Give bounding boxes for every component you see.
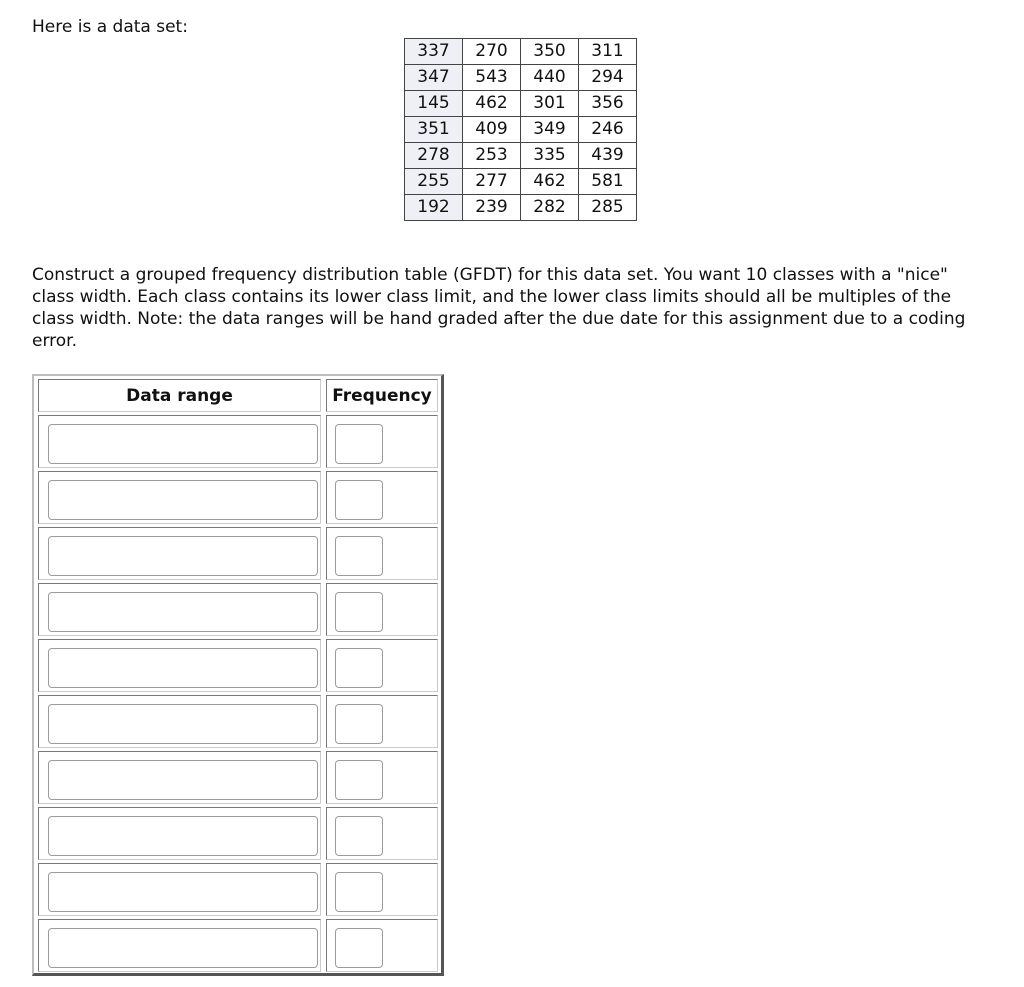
frequency-cell xyxy=(326,527,438,580)
frequency-input[interactable] xyxy=(335,704,383,744)
data-range-cell xyxy=(38,863,321,916)
frequency-cell xyxy=(326,583,438,636)
frequency-cell xyxy=(326,863,438,916)
data-set-row xyxy=(405,65,637,91)
data-set-cell: 285 xyxy=(579,195,637,221)
data-set-cell: 349 xyxy=(521,117,579,143)
gfdt-header-row xyxy=(34,379,441,412)
data-set-cell: 337 xyxy=(405,39,463,65)
data-range-input[interactable] xyxy=(48,928,318,968)
gfdt-row xyxy=(34,919,441,972)
data-set-row xyxy=(405,143,637,169)
data-range-cell xyxy=(38,415,321,468)
data-set-cell: 270 xyxy=(463,39,521,65)
data-set-row xyxy=(405,91,637,117)
data-range-cell xyxy=(38,639,321,692)
data-range-cell xyxy=(38,527,321,580)
gfdt-row xyxy=(34,639,441,692)
data-set-row xyxy=(405,117,637,143)
instructions-text: Construct a grouped frequency distribution table (GFDT) for this data set. You want 10 classes with a "nice" class width. Each class contains its lower class limit, and the lower class limits should all be multiples of the class width. Note: the data ranges will be hand graded after the due date for this assignment due to a coding error. xyxy=(32,265,966,351)
data-set-row xyxy=(405,39,637,65)
data-range-cell xyxy=(38,583,321,636)
frequency-cell xyxy=(326,415,438,468)
data-set-cell: 462 xyxy=(463,91,521,117)
frequency-input[interactable] xyxy=(335,648,383,688)
data-range-cell xyxy=(38,919,321,972)
gfdt-row xyxy=(34,863,441,916)
data-range-cell xyxy=(38,471,321,524)
data-set-row xyxy=(405,195,637,221)
gfdt-row xyxy=(34,415,441,468)
data-set-cell: 301 xyxy=(521,91,579,117)
frequency-input[interactable] xyxy=(335,424,383,464)
data-set-cell: 294 xyxy=(579,65,637,91)
frequency-input[interactable] xyxy=(335,480,383,520)
frequency-cell xyxy=(326,695,438,748)
data-set-cell: 282 xyxy=(521,195,579,221)
gfdt-row xyxy=(34,471,441,524)
data-set-table xyxy=(404,38,637,221)
frequency-input[interactable] xyxy=(335,816,383,856)
frequency-cell xyxy=(326,919,438,972)
data-set-cell: 347 xyxy=(405,65,463,91)
frequency-input[interactable] xyxy=(335,872,383,912)
data-set-cell: 543 xyxy=(463,65,521,91)
data-range-input[interactable] xyxy=(48,816,318,856)
intro-text: Here is a data set: xyxy=(32,17,188,37)
data-set-cell: 356 xyxy=(579,91,637,117)
data-range-cell xyxy=(38,695,321,748)
data-set-cell: 311 xyxy=(579,39,637,65)
data-range-input[interactable] xyxy=(48,648,318,688)
data-set-cell: 462 xyxy=(521,169,579,195)
data-set-cell: 277 xyxy=(463,169,521,195)
gfdt-row xyxy=(34,583,441,636)
data-range-cell xyxy=(38,751,321,804)
data-range-input[interactable] xyxy=(48,704,318,744)
data-set-cell: 440 xyxy=(521,65,579,91)
gfdt-row xyxy=(34,807,441,860)
frequency-cell xyxy=(326,639,438,692)
data-set-cell: 253 xyxy=(463,143,521,169)
frequency-input[interactable] xyxy=(335,592,383,632)
data-set-cell: 145 xyxy=(405,91,463,117)
data-range-input[interactable] xyxy=(48,424,318,464)
frequency-input[interactable] xyxy=(335,928,383,968)
data-range-header-label: Data range xyxy=(126,385,233,406)
data-range-cell xyxy=(38,807,321,860)
gfdt-row xyxy=(34,527,441,580)
frequency-input[interactable] xyxy=(335,536,383,576)
gfdt-table xyxy=(32,374,444,976)
data-set-cell: 350 xyxy=(521,39,579,65)
data-range-header xyxy=(38,379,321,412)
gfdt-row xyxy=(34,751,441,804)
data-set-cell: 581 xyxy=(579,169,637,195)
data-set-cell: 439 xyxy=(579,143,637,169)
data-set-cell: 335 xyxy=(521,143,579,169)
data-set-row xyxy=(405,169,637,195)
data-range-input[interactable] xyxy=(48,760,318,800)
data-set-cell: 239 xyxy=(463,195,521,221)
data-range-input[interactable] xyxy=(48,536,318,576)
data-set-cell: 192 xyxy=(405,195,463,221)
data-set-cell: 409 xyxy=(463,117,521,143)
frequency-header-label: Frequency xyxy=(332,385,432,406)
data-set-cell: 246 xyxy=(579,117,637,143)
data-range-input[interactable] xyxy=(48,872,318,912)
frequency-cell xyxy=(326,471,438,524)
data-range-input[interactable] xyxy=(48,592,318,632)
data-set-cell: 255 xyxy=(405,169,463,195)
frequency-cell xyxy=(326,751,438,804)
data-set-cell: 278 xyxy=(405,143,463,169)
frequency-cell xyxy=(326,807,438,860)
frequency-input[interactable] xyxy=(335,760,383,800)
gfdt-row xyxy=(34,695,441,748)
data-range-input[interactable] xyxy=(48,480,318,520)
data-set-cell: 351 xyxy=(405,117,463,143)
frequency-header xyxy=(326,379,438,412)
